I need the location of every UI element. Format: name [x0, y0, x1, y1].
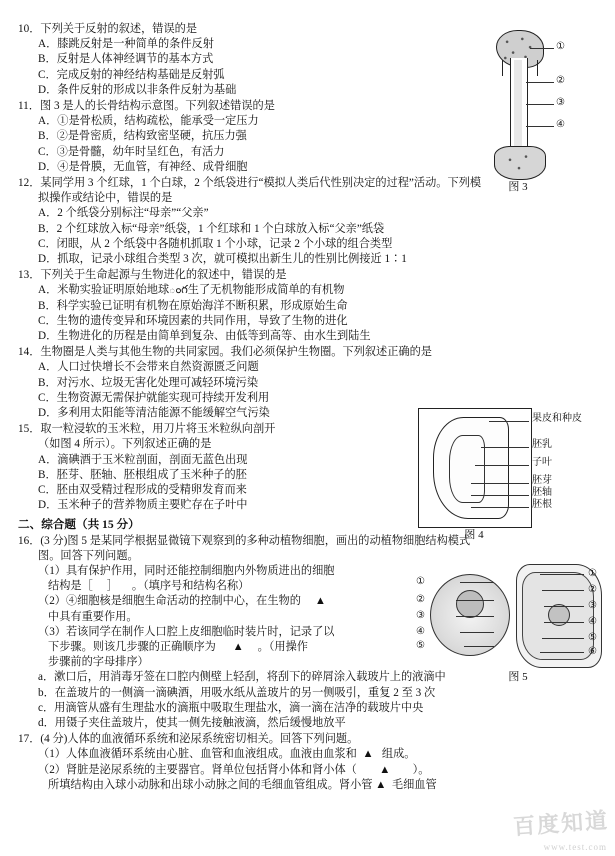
animal-cell-nucleus — [456, 590, 484, 618]
question-15-stem-cont: （如图 4 所示）。下列叙述正确的是 — [38, 438, 212, 451]
question-17 — [18, 732, 597, 793]
question-17-stem: 17．(4 分)人体的血液循环系统和泌尿系统密切相关。回答下列问题。 — [18, 733, 359, 746]
question-11-stem: 11．图 3 是人的长骨结构示意图。下列叙述错误的是 — [18, 100, 275, 113]
figure-5-left-label-4: ④ — [416, 626, 425, 637]
question-12-option-d: D．抓取，记录小球组合类型 3 次，就可模拟出新生儿的性别比例接近 1∶1 — [38, 253, 407, 266]
question-14-option-c: C．生物资源无需保护就能实现可持续开发利用 — [38, 391, 270, 404]
figure-3-long-bone — [470, 30, 610, 193]
question-14-stem: 14．生物圈是人类与其他生物的共同家园。我们必须保护生物圈。下列叙述正确的是 — [18, 346, 432, 359]
bone-distal-end — [494, 146, 546, 180]
figure-5-right-label-4: ④ — [588, 616, 597, 627]
cell-diagram — [416, 560, 606, 670]
question-16-step-d: d．用镊子夹住盖玻片，使其一侧先接触液滴，然后缓慢地放平 — [38, 716, 346, 729]
figure-5-caption: 图 5 — [508, 671, 528, 683]
question-16-item-3-cont2: 步骤前的字母排序） — [48, 656, 149, 669]
figure-4-label-plumule: 胚芽 — [532, 475, 552, 486]
question-13-option-a: A．米勒实验证明原始地球ంగ生了无机物能形成简单的有机物 — [38, 284, 345, 297]
question-11-option-a: A．①是骨松质，结构疏松，能承受一定压力 — [38, 115, 259, 128]
figure-3-caption: 图 3 — [508, 181, 528, 193]
figure-4-label-radicle: 胚根 — [532, 499, 552, 510]
question-16-item-2: （2）④细胞核是细胞生命活动的控制中心，在生物的 ▲ — [38, 595, 326, 608]
question-10-option-d: D．条件反射的形成以非条件反射为基础 — [38, 83, 237, 96]
question-13-stem: 13．下列关于生命起源与生物进化的叙述中，错误的是 — [18, 269, 287, 282]
figure-5-left-label-3: ③ — [416, 610, 425, 621]
question-15-option-b: B．胚芽、胚轴、胚根组成了玉米种子的胚 — [38, 468, 247, 481]
figure-5-left-label-5: ⑤ — [416, 640, 425, 651]
figure-4-corn-kernel — [418, 408, 614, 541]
question-12-option-c: C．闭眼，从 2 个纸袋中各随机抓取 1 个小球，记录 2 个小球的组合类型 — [38, 237, 393, 250]
figure-5-right-label-2: ② — [588, 584, 597, 595]
question-11-option-c: C．③是骨髓，幼年时呈红色，有活力 — [38, 145, 225, 158]
question-15-option-c: C．胚由双受精过程形成的受精卵发育而来 — [38, 484, 247, 497]
figure-4-label-pericarp: 果皮和种皮 — [532, 413, 582, 424]
question-11-option-b: B．②是骨密质，结构致密坚硬，抗压力强 — [38, 130, 247, 143]
seed-diagram — [418, 408, 532, 528]
question-11 — [18, 99, 448, 175]
figure-3-label-3: ③ — [556, 97, 565, 108]
question-15-option-d: D．玉米种子的营养物质主要贮存在子叶中 — [38, 499, 248, 512]
question-16-step-b: b．在盖玻片的一侧滴一滴碘酒，用吸水纸从盖玻片的另一侧吸引，重复 2 至 3 次 — [38, 686, 436, 699]
question-10 — [18, 22, 448, 98]
question-13 — [18, 268, 597, 344]
bone-marrow-cavity — [514, 60, 522, 150]
question-16-step-c: c．用滴管从盛有生理盐水的滴瓶中吸取生理盐水，滴一滴在洁净的载玻片中央 — [38, 701, 424, 714]
question-16-item-3-cont1: 下步骤。则该几步骤的正确顺序为 ▲ 。（用操作 — [48, 640, 308, 653]
question-16-item-2-cont: 中具有重要作用。 — [48, 610, 138, 623]
question-16-step-a: a．漱口后，用消毒牙签在口腔内侧壁上轻刮，将刮下的碎屑涂入载玻片上的液滴中 — [38, 671, 446, 684]
question-12-option-a: A．2 个纸袋分别标注“母亲”“父亲” — [38, 207, 209, 220]
question-10-stem: 10．下列关于反射的叙述，错误的是 — [18, 23, 198, 35]
seed-embryo — [449, 435, 485, 503]
question-14-option-d: D．多利用太阳能等清洁能源不能缓解空气污染 — [38, 407, 270, 420]
watermark: 百度知道 — [512, 807, 610, 840]
figure-4-caption: 图 4 — [464, 529, 484, 541]
question-16-stem-line2: 图。回答下列问题。 — [38, 549, 139, 562]
question-16-stem-line1: 16．(3 分)图 5 是某同学根据显微镜下观察到的多种动植物细胞，画出的动植物细胞结构模式 — [18, 534, 471, 547]
figure-4-label-cotyledon: 子叶 — [532, 457, 552, 468]
figure-5-right-label-6: ⑥ — [588, 646, 597, 657]
question-15 — [18, 422, 433, 513]
question-17-item-2: （2）肾脏是泌尿系统的主要器官。肾单位包括肾小体和肾小体（ ▲ ）。 — [38, 763, 430, 776]
figure-5-left-label-2: ② — [416, 594, 425, 605]
figure-5-cells — [416, 560, 615, 683]
question-14 — [18, 345, 438, 421]
question-12-stem: 12．某同学用 3 个红球，1 个白球，2 个纸袋进行“模拟人类后代性别决定的过程”活动。下列模 — [18, 177, 482, 190]
question-14-option-b: B．对污水、垃圾无害化处理可减轻环境污染 — [38, 376, 259, 389]
question-13-option-c: C．生物的遗传变异和环境因素的共同作用，导致了生物的进化 — [38, 314, 348, 327]
question-17-item-1: （1）人体血液循环系统由心脏、血管和血液组成。血液由血浆和 ▲ 组成。 — [38, 748, 416, 761]
question-16-item-1: （1）具有保护作用，同时还能控制细胞内外物质进出的细胞 — [38, 564, 335, 577]
figure-3-label-4: ④ — [556, 119, 565, 130]
figure-4-label-endosperm: 胚乳 — [532, 439, 552, 450]
question-12-stem-cont: 拟操作或结论中，错误的是 — [38, 192, 173, 205]
question-16-item-3: （3）若该同学在制作人口腔上皮细胞临时装片时，记录了以 — [38, 625, 335, 638]
question-11-option-d: D．④是骨膜，无血管，有神经、成骨细胞 — [38, 160, 248, 173]
figure-5-right-label-3: ③ — [588, 600, 597, 611]
figure-5-left-label-1: ① — [416, 576, 425, 587]
question-15-option-a: A．滴碘酒于玉米粒剖面，剖面无蓝色出现 — [38, 453, 248, 466]
question-10-option-b: B．反射是人体神经调节的基本方式 — [38, 53, 214, 66]
question-17-item-2-cont: 所填结构由入球小动脉和出球小动脉之间的毛细血管组成。肾小管 ▲ 毛细血管 — [48, 778, 437, 791]
section-2-title: 二、综合题（共 15 分） — [18, 517, 140, 531]
question-10-option-a: A．膝跳反射是一种简单的条件反射 — [38, 38, 214, 51]
bone-diagram — [476, 30, 566, 180]
question-13-option-d: D．生物进化的历程是由简单到复杂、由低等到高等、由水生到陆生 — [38, 330, 371, 343]
question-14-option-a: A．人口过快增长不会带来自然资源匮乏问题 — [38, 361, 259, 374]
question-13-option-b: B．科学实验已证明有机物在原始海洋不断积累，形成原始生命 — [38, 299, 348, 312]
figure-3-label-2: ② — [556, 75, 565, 86]
figure-3-label-1: ① — [556, 41, 565, 52]
question-16-item-1-cont: 结构是［ ］ 。（填序号和结构名称） — [48, 580, 250, 593]
figure-5-right-label-5: ⑤ — [588, 632, 597, 643]
figure-4-label-hypocotyl: 胚轴 — [532, 487, 552, 498]
question-10-option-c: C．完成反射的神经结构基础是反射弧 — [38, 68, 225, 81]
question-15-stem: 15．取一粒浸软的玉米粒，用刀片将玉米粒纵向剖开 — [18, 423, 276, 436]
figure-5-right-label-1: ① — [588, 568, 597, 579]
question-12-option-b: B．2 个红球放入标“母亲”纸袋，1 个红球和 1 个白球放入标“父亲”纸袋 — [38, 222, 385, 235]
watermark-sub: www.test.com — [543, 842, 607, 852]
